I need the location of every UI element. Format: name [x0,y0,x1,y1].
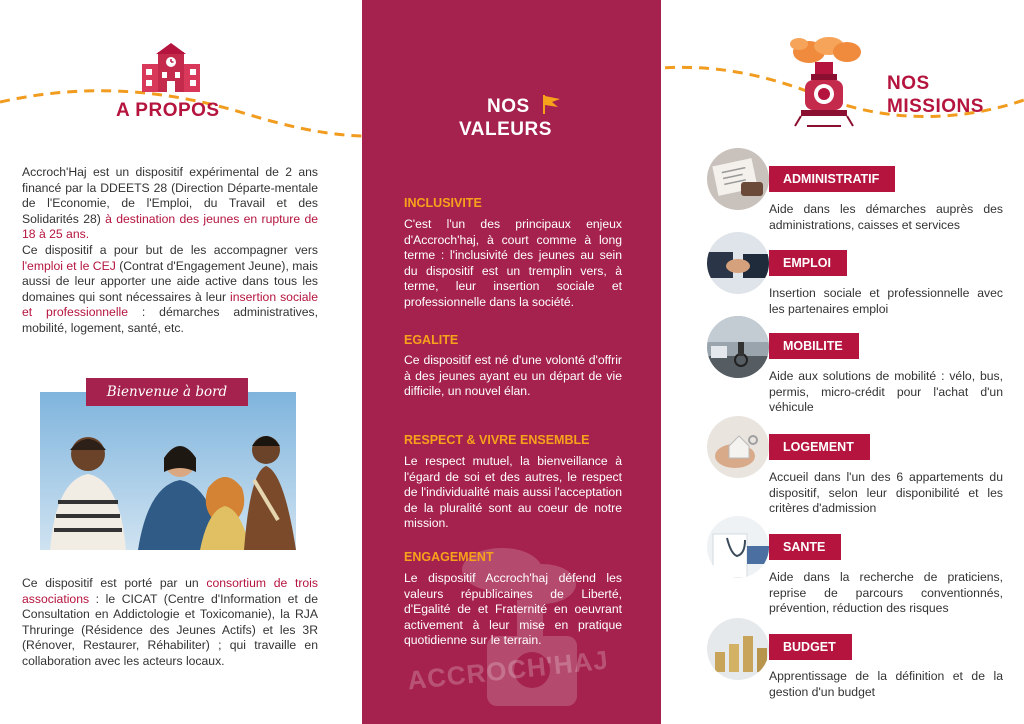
school-building-icon [138,42,204,92]
mission-text-emploi: Insertion sociale et professionnelle avec les partenaires emploi [769,286,1003,316]
value-title-inclusivite: INCLUSIVITE [404,196,482,210]
mission-text-sante: Aide dans la recherche de praticiens, reprise de parcours conventionnés, prévention, réduction des risques [769,570,1003,616]
mission-label-emploi: EMPLOI [769,250,847,276]
mission-text-budget: Apprentissage de la définition et de la gestion d'un budget [769,669,1003,699]
value-title-respect: RESPECT & VIVRE ENSEMBLE [404,433,590,447]
intro-highlight: à destination des jeunes en rupture de 18 à 25 ans. [22,211,318,242]
intro-text: Accroch'Haj est un dispositif expérimental de 2 ans financé par la DDEETS 28 (Direction Départe-mentale de l'Economie, de l'Emploi, du Travail et des Solidarités 28) [22,165,318,226]
value-text-engagement: Le dispositif Accroch'haj défend les valeurs républicaines de Liberté, d'Egalité de et Fraternité en oeuvrant activement à leur mise en pratique quotidienne sur le terrain. [404,571,622,648]
mission-text-mobilite: Aide aux solutions de mobilité : vélo, bus, permis, micro-crédit pour l'achat d'un véhicule [769,369,1003,415]
missions-panel [661,0,1024,724]
mission-label-budget: BUDGET [769,634,852,660]
about-title: A PROPOS [116,100,220,121]
about-panel [0,0,362,724]
group-photo [40,392,296,550]
value-title-egalite: EGALITE [404,333,459,347]
mission-label-mobilite: MOBILITE [769,333,859,359]
mission-label-administratif: ADMINISTRATIF [769,166,895,192]
street-bicycle-photo [707,316,769,378]
mission-label-sante: SANTE [769,534,841,560]
paperwork-photo [707,148,769,210]
handshake-photo [707,232,769,294]
consortium-text [22,576,318,670]
consortium-start: Ce dispositif est porté par un [22,576,207,590]
goal-text: Ce dispositif a pour but de les accompagner vers [22,242,318,257]
train-icon [787,36,865,128]
brand-watermark: ACCROCH'HAJ [405,644,611,696]
missions-title-line2: MISSIONS [887,96,984,117]
goal-text-end: : démarches administratives, mobilité, logement, santé, etc. [22,305,319,335]
house-keys-photo [707,416,769,478]
value-title-engagement: ENGAGEMENT [404,550,494,564]
values-title-line1: NOS [487,96,530,117]
consortium-end: : le CICAT (Centre d'Information et de Consultation en Addictologie et Toxicomanie), la RJA Thruringe (Résidence des Jeunes Actifs) et les 3R (Rénover, Restaurer, Réhabiliter) ; qui travaille en collaboration avec les acteurs locaux. [22,591,318,668]
about-intro [22,165,318,337]
mission-text-logement: Accueil dans l'un des 6 appartements du dispositif, selon leur disponibilité et les critères d'admission [769,470,1003,516]
goal-highlight-insertion: insertion sociale et professionnelle [22,289,319,320]
values-panel [362,0,661,724]
value-text-inclusivite: C'est l'un des principaux enjeux d'Accroch'haj, à court comme à long terme : l'inclusivité des jeunes au sein du dispositif est un tremplin vers, à terme, leur insertion sociale et professionnelle dans la société. [404,217,622,309]
coins-photo [707,618,769,680]
value-text-egalite: Ce dispositif est né d'une volonté d'offrir à des jeunes ayant eu un départ de vie difficile, un nouvel élan. [404,353,622,399]
goal-text-mid: (Contrat d'Engagement Jeune), mais aussi de leur apporter une aide active dans tous les domaines qui sont nécessaires à leur [22,258,318,304]
missions-title-line1: NOS [887,73,930,94]
missions-title [887,72,984,118]
welcome-banner: Bienvenue à bord [86,378,248,406]
value-text-respect: Le respect mutuel, la bienveillance à l'égard de soi et des autres, le respect de l'individualité mais aussi l'acceptation de la pluralité sont au coeur de notre mission. [404,454,622,531]
mission-label-logement: LOGEMENT [769,434,870,460]
flag-icon [540,93,562,115]
consortium-highlight: consortium de trois associations [22,576,318,606]
values-title [459,95,552,141]
mission-text-administratif: Aide dans les démarches auprès des administrations, caisses et services [769,202,1003,232]
doctor-photo [707,516,769,578]
values-title-line2: VALEURS [459,119,552,140]
goal-highlight-employment: l'emploi et le CEJ [22,258,116,273]
